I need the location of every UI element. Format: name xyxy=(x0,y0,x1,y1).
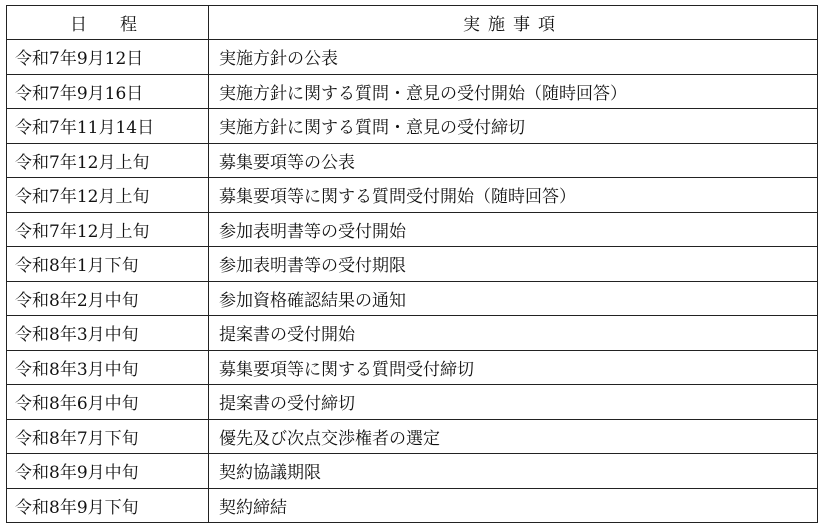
cell-item: 提案書の受付締切 xyxy=(209,385,818,420)
cell-date: 令和8年2月中旬 xyxy=(7,281,209,316)
cell-date: 令和8年6月中旬 xyxy=(7,385,209,420)
cell-item: 募集要項等の公表 xyxy=(209,143,818,178)
table-row xyxy=(7,281,818,316)
cell-date: 令和8年1月下旬 xyxy=(7,247,209,282)
table-row xyxy=(7,178,818,213)
cell-item: 実施方針の公表 xyxy=(209,40,818,75)
cell-item: 実施方針に関する質問・意見の受付開始（随時回答） xyxy=(209,74,818,109)
cell-item: 実施方針に関する質問・意見の受付締切 xyxy=(209,109,818,144)
cell-item: 契約協議期限 xyxy=(209,454,818,489)
cell-date: 令和8年3月中旬 xyxy=(7,316,209,351)
cell-item: 契約締結 xyxy=(209,488,818,523)
cell-date: 令和7年11月14日 xyxy=(7,109,209,144)
table-row xyxy=(7,109,818,144)
cell-date: 令和8年7月下旬 xyxy=(7,419,209,454)
cell-date: 令和8年9月中旬 xyxy=(7,454,209,489)
table-row xyxy=(7,74,818,109)
cell-date: 令和7年9月16日 xyxy=(7,74,209,109)
schedule-container xyxy=(6,5,818,523)
cell-item: 参加資格確認結果の通知 xyxy=(209,281,818,316)
cell-date: 令和8年9月下旬 xyxy=(7,488,209,523)
schedule-table xyxy=(6,5,818,523)
cell-date: 令和7年12月上旬 xyxy=(7,178,209,213)
table-header xyxy=(7,6,818,40)
cell-date: 令和7年12月上旬 xyxy=(7,143,209,178)
header-row xyxy=(7,6,818,40)
table-row xyxy=(7,419,818,454)
table-row xyxy=(7,454,818,489)
table-row xyxy=(7,350,818,385)
table-body xyxy=(7,40,818,523)
table-row xyxy=(7,488,818,523)
cell-item: 優先及び次点交渉権者の選定 xyxy=(209,419,818,454)
cell-item: 提案書の受付開始 xyxy=(209,316,818,351)
header-date: 日 程 xyxy=(7,6,209,40)
cell-item: 募集要項等に関する質問受付締切 xyxy=(209,350,818,385)
cell-item: 参加表明書等の受付開始 xyxy=(209,212,818,247)
table-row xyxy=(7,40,818,75)
table-row xyxy=(7,212,818,247)
cell-date: 令和7年12月上旬 xyxy=(7,212,209,247)
cell-date: 令和7年9月12日 xyxy=(7,40,209,75)
cell-date: 令和8年3月中旬 xyxy=(7,350,209,385)
cell-item: 参加表明書等の受付期限 xyxy=(209,247,818,282)
header-item: 実施事項 xyxy=(209,6,818,40)
cell-item: 募集要項等に関する質問受付開始（随時回答） xyxy=(209,178,818,213)
table-row xyxy=(7,316,818,351)
table-row xyxy=(7,143,818,178)
table-row xyxy=(7,247,818,282)
table-row xyxy=(7,385,818,420)
